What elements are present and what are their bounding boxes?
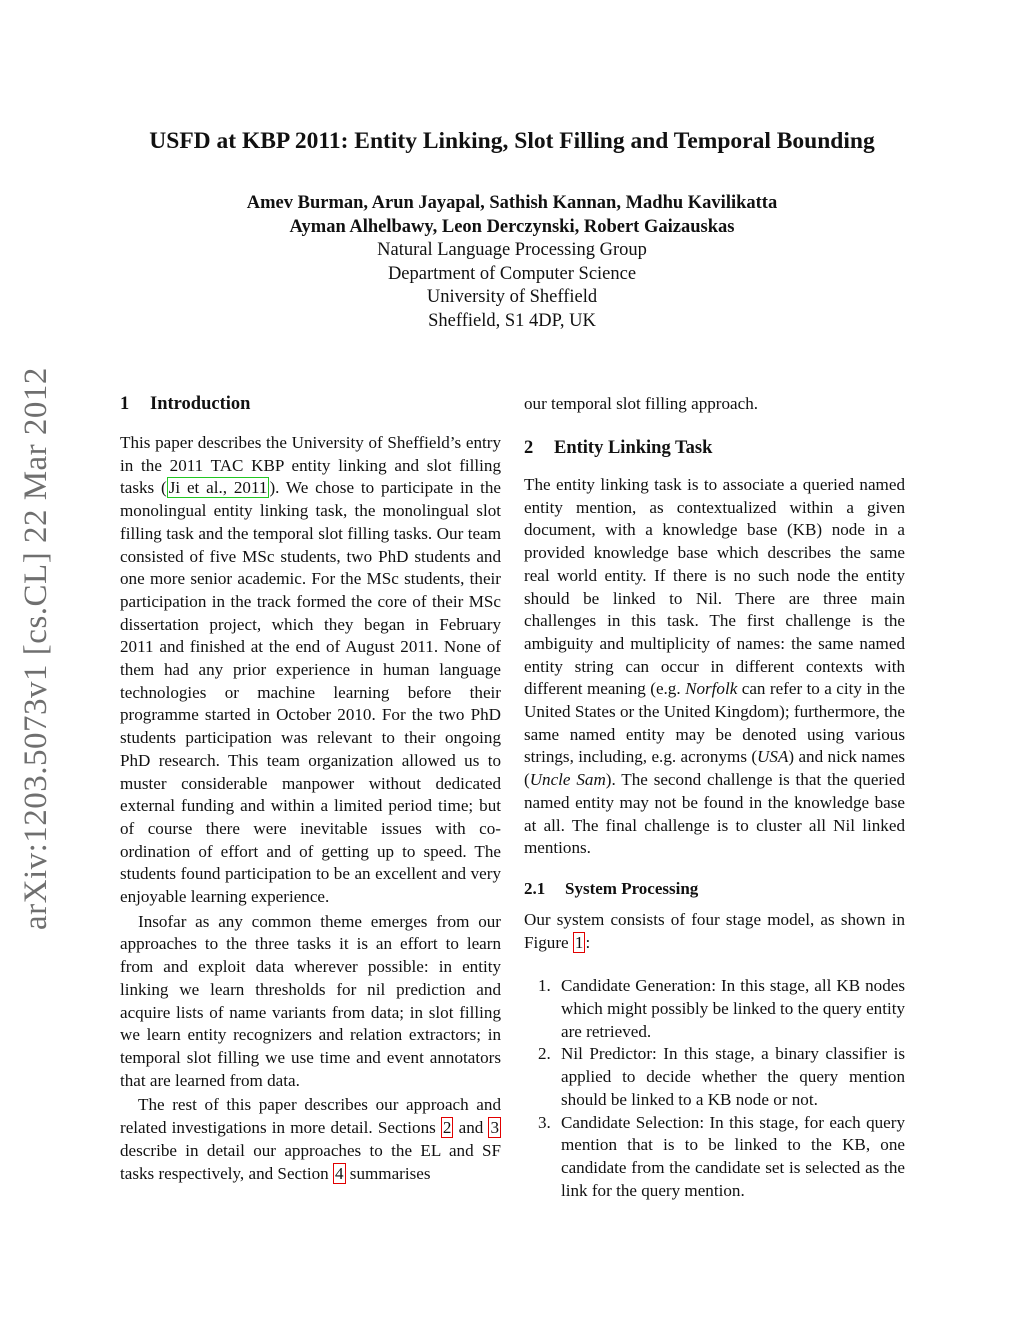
- section-title: Entity Linking Task: [554, 438, 713, 458]
- text-run: The entity linking task is to associate a queried named entity mention, as contextualized within a given document, with a knowledge base (KB) node in a provided knowledge base which describes the same real world entity. If there is no such node the entity should be linked to Nil. There are three main challenges in this task. The first challenge is the ambiguity and multiplicity of names: the same named entity string can occur in different contexts with different meaning (e.g.: [524, 475, 905, 699]
- affiliation-line: Department of Computer Science: [387, 263, 637, 284]
- list-item: [524, 975, 905, 1043]
- intro-paragraph-3: [120, 1094, 501, 1185]
- author-block: [0, 192, 1024, 333]
- intro-paragraph-2: Insofar as any common theme emerges from our approaches to the three tasks it is an effort to learn from and exploit data wherever possible: in entity linking we learn thresholds for nil prediction and acquire lists of name variants from data; in slot filling we learn entity recognizers and relation extractors; in temporal slot filling we use time and event annotators that are learned from data.: [120, 911, 501, 1090]
- subsection-heading-system-processing: [524, 877, 905, 901]
- list-item: [524, 1043, 905, 1111]
- stage-list: [524, 975, 905, 1202]
- section-ref-link[interactable]: 2: [442, 1118, 452, 1138]
- section-heading-introduction: [120, 390, 501, 418]
- left-column: [120, 390, 501, 1185]
- section-number: 2: [524, 438, 534, 458]
- text-run: This paper describes the University of Sheffield’s entry in the 2011 TAC KBP entity linking and slot filling tasks (: [120, 433, 501, 498]
- right-column: [524, 390, 905, 1202]
- arxiv-stamp: arXiv:1203.5073v1 [cs.CL] 22 Mar 2012: [18, 367, 54, 930]
- affiliation-line: Sheffield, S1 4DP, UK: [428, 310, 596, 331]
- text-run: ). The second challenge is that the queried named entity may not be found in the knowledge base at all. The final challenge is to cluster all Nil linked mentions.: [524, 770, 905, 858]
- paper-title: USFD at KBP 2011: Entity Linking, Slot Filling and Temporal Bounding: [149, 128, 875, 154]
- text-run: summarises: [345, 1163, 431, 1183]
- text-run: ). We chose to participate in the monolingual entity linking task, the monolingual slot filling task and the temporal slot filling tasks. Our team consisted of five MSc students, two PhD students and one more senior academic. For the MSc students, their participation in the track formed the core of their MSc dissertation project, which they began in February 2011 and finished at the end of August 2011. None of them had any prior experience in human language technologies or machine learning before their programme started in October 2010. For the two PhD students participation was relevant to their ongoing PhD research. This team organization allowed us to muster considerable manpower without dedicated external funding and within a limited period time; but of course there were inevitable issues with co-ordination of effort and of getting up to speed. The students found participation to be an excellent and very enjoyable learning experience.: [120, 478, 502, 907]
- authors-line-1: Amev Burman, Arun Jayapal, Sathish Kannan, Madhu Kavilikatta: [246, 193, 778, 213]
- section-ref-link[interactable]: 4: [334, 1163, 344, 1183]
- section-heading-entity-linking: [524, 434, 905, 462]
- section-number: 1: [120, 394, 130, 414]
- citation-link[interactable]: Ji et al., 2011: [168, 478, 268, 498]
- text-run: describe in detail our approaches to the EL and SF tasks respectively, and Section: [120, 1140, 501, 1183]
- continued-text: our temporal slot filling approach.: [524, 394, 759, 413]
- list-number: 1.: [538, 976, 551, 996]
- list-item: [524, 1112, 905, 1203]
- figure-ref-link[interactable]: 1: [574, 932, 584, 952]
- list-text: Candidate Generation: In this stage, all KB nodes which might possibly be linked to the query entity are retrieved.: [561, 976, 905, 1041]
- section-ref-link[interactable]: 3: [490, 1118, 499, 1138]
- list-text: Nil Predictor: In this stage, a binary classifier is applied to decide whether the query mention should be linked to a KB node or not.: [561, 1044, 905, 1109]
- system-processing-paragraph: [524, 909, 905, 954]
- italic-term: Uncle Sam: [529, 770, 606, 790]
- authors-line-2: Ayman Alhelbawy, Leon Derczynski, Robert Gaizauskas: [289, 216, 735, 237]
- subsection-title: System Processing: [565, 878, 699, 898]
- text-run: and: [453, 1118, 489, 1138]
- list-text: Candidate Selection: In this stage, for each query mention that is to be linked to the KB, one candidate from the candidate set is selected as the link for the query mention.: [561, 1112, 905, 1200]
- italic-term: USA: [757, 747, 789, 767]
- text-run: :: [585, 932, 591, 952]
- text-run: ) and nick names (: [524, 747, 905, 790]
- subsection-number: 2.1: [524, 878, 546, 898]
- list-number: 2.: [538, 1044, 551, 1064]
- affiliation-line: University of Sheffield: [426, 287, 598, 307]
- affiliation-line: Natural Language Processing Group: [377, 240, 647, 260]
- section-title: Introduction: [150, 394, 251, 414]
- intro-paragraph-1: [120, 432, 501, 909]
- text-run: The rest of this paper describes our approach and related investigations in more detail. Sections: [120, 1095, 501, 1138]
- italic-term: Norfolk: [685, 679, 738, 699]
- text-run: can refer to a city in the United States or the United Kingdom); furthermore, the same named entity may be denoted using various strings, including, e.g. acronyms (: [524, 679, 905, 767]
- text-run: Our system consists of four stage model, as shown in Figure: [524, 909, 905, 952]
- list-number: 3.: [538, 1112, 551, 1132]
- entity-linking-paragraph: [524, 474, 905, 860]
